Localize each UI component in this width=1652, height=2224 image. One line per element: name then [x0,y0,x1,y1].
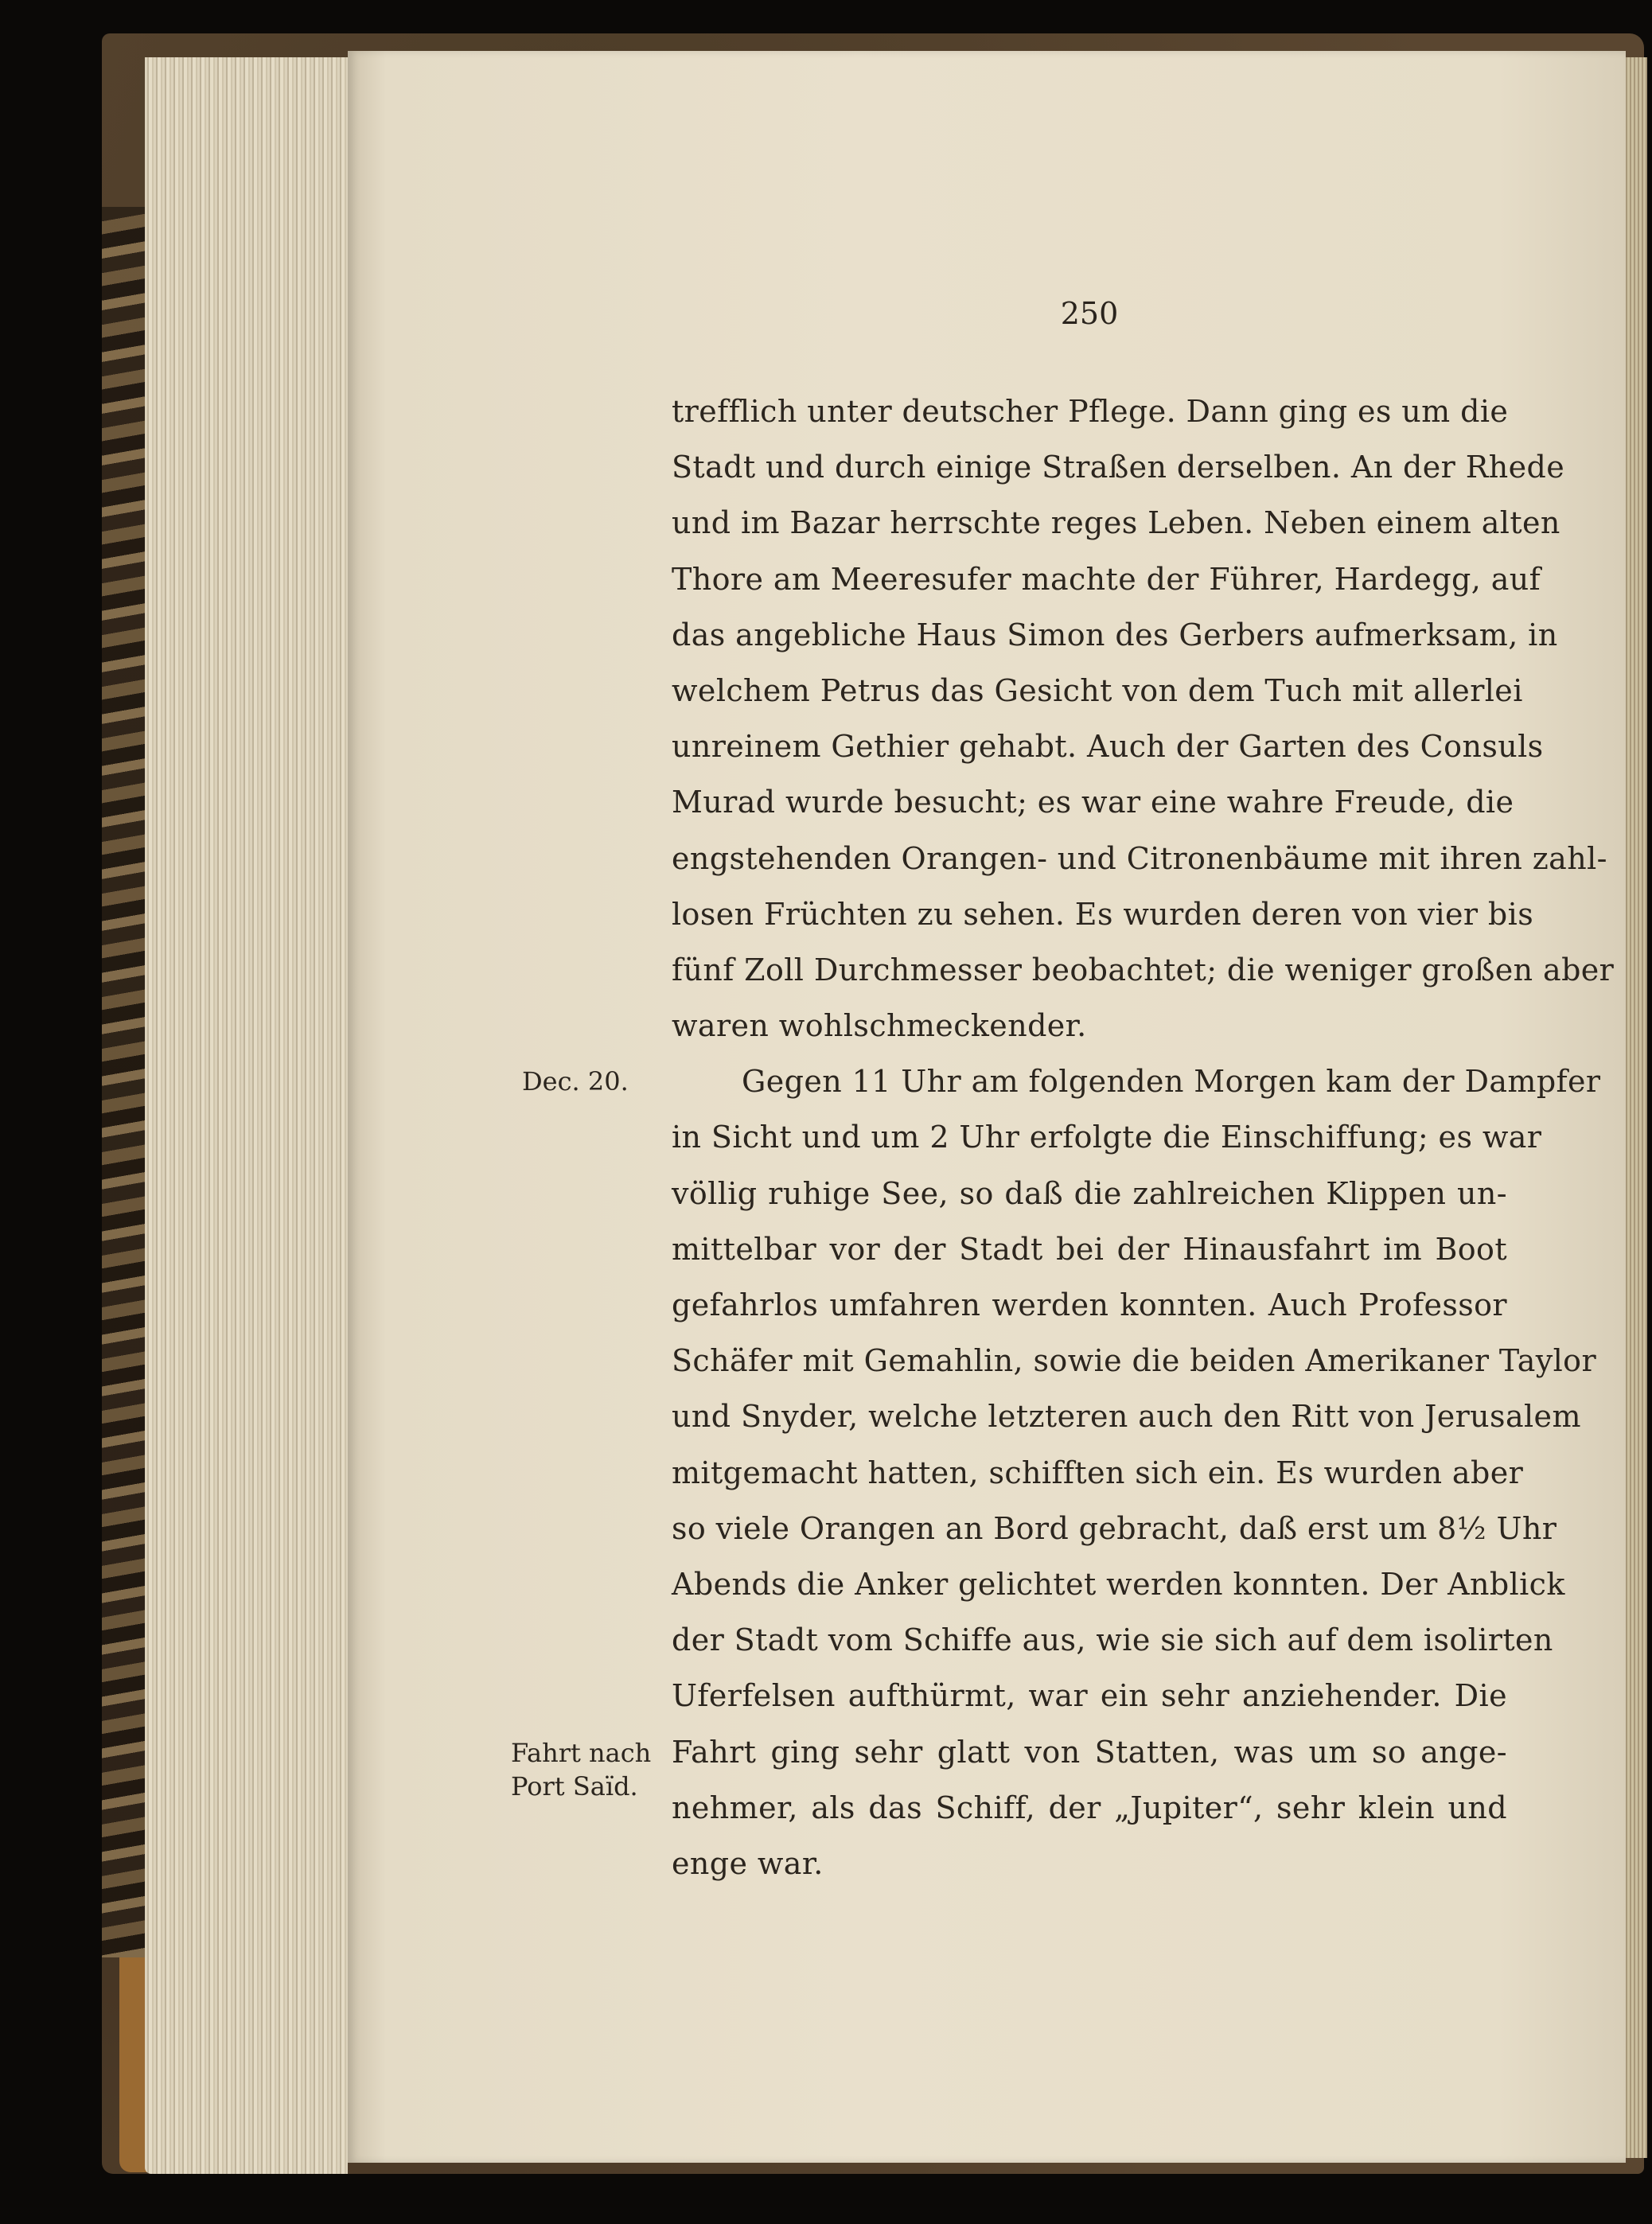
text-line: und Snyder, welche letzteren auch den Ritt von Jerusalem [672,1399,1581,1435]
page-number: 250 [1060,296,1119,331]
margin-note-section-line: Port Saïd. [511,1771,638,1801]
text-line: der Stadt vom Schiffe aus, wie sie sich auf dem isolirten [672,1622,1553,1658]
text-line: engstehenden Orangen- und Citronenbäume mit ihren zahl- [672,840,1607,876]
text-line: trefflich unter deutscher Pflege. Dann ging es um die [672,394,1509,429]
text-line: Gegen 11 Uhr am folgenden Morgen kam der Dampfer [742,1064,1601,1100]
text-line: losen Früchten zu sehen. Es wurden deren von vier bis [672,896,1534,932]
text-line: Abends die Anker gelichtet werden konnten. Der Anblick [672,1566,1565,1602]
text-line: und im Bazar herrschte reges Leben. Neben einem alten [672,505,1560,541]
text-line: das angebliche Haus Simon des Gerbers aufmerksam, in [672,617,1558,652]
text-line: in Sicht und um 2 Uhr erfolgte die Einschiffung; es war [672,1120,1542,1155]
body-text [672,384,1615,1891]
text-line: fünf Zoll Durchmesser beobachtet; die weniger großen aber [672,952,1615,987]
text-line: Schäfer mit Gemahlin, sowie die beiden Amerikaner Taylor [672,1343,1597,1379]
text-line: Uferfelsen aufthürmt, war ein sehr anziehender. Die [672,1678,1507,1714]
text-line: nehmer, als das Schiff, der „Jupiter“, sehr klein und [672,1790,1507,1825]
text-line: so viele Orangen an Bord gebracht, daß erst um 8½ Uhr [672,1510,1557,1546]
margin-note-date: Dec. 20. [522,1066,629,1096]
page-right-edge [1623,57,1647,2158]
text-line: welchem Petrus das Gesicht von dem Tuch mit allerlei [672,672,1523,708]
page-block-edges [145,57,348,2174]
text-line: gefahrlos umfahren werden konnten. Auch Professor [672,1287,1507,1322]
text-line: mittelbar vor der Stadt bei der Hinausfahrt im Boot [672,1231,1507,1267]
marbled-cover-edge [102,207,146,1957]
text-line: Fahrt ging sehr glatt von Statten, was um so ange- [672,1734,1507,1770]
margin-note-section [511,1736,651,1803]
text-line: waren wohlschmeckender. [672,1008,1087,1044]
text-line: Murad wurde besucht; es war eine wahre Freude, die [672,785,1514,820]
text-line: mitgemacht hatten, schifften sich ein. Es wurden aber [672,1455,1524,1490]
text-line: Stadt und durch einige Straßen derselben. An der Rhede [672,450,1565,485]
text-line: unreinem Gethier gehabt. Auch der Garten des Consuls [672,729,1544,765]
text-line: völlig ruhige See, so daß die zahlreichen Klippen un- [672,1175,1507,1211]
text-line: Thore am Meeresufer machte der Führer, Hardegg, auf [672,561,1541,597]
text-line: enge war. [672,1845,824,1881]
margin-note-section-line: Fahrt nach [511,1738,652,1768]
